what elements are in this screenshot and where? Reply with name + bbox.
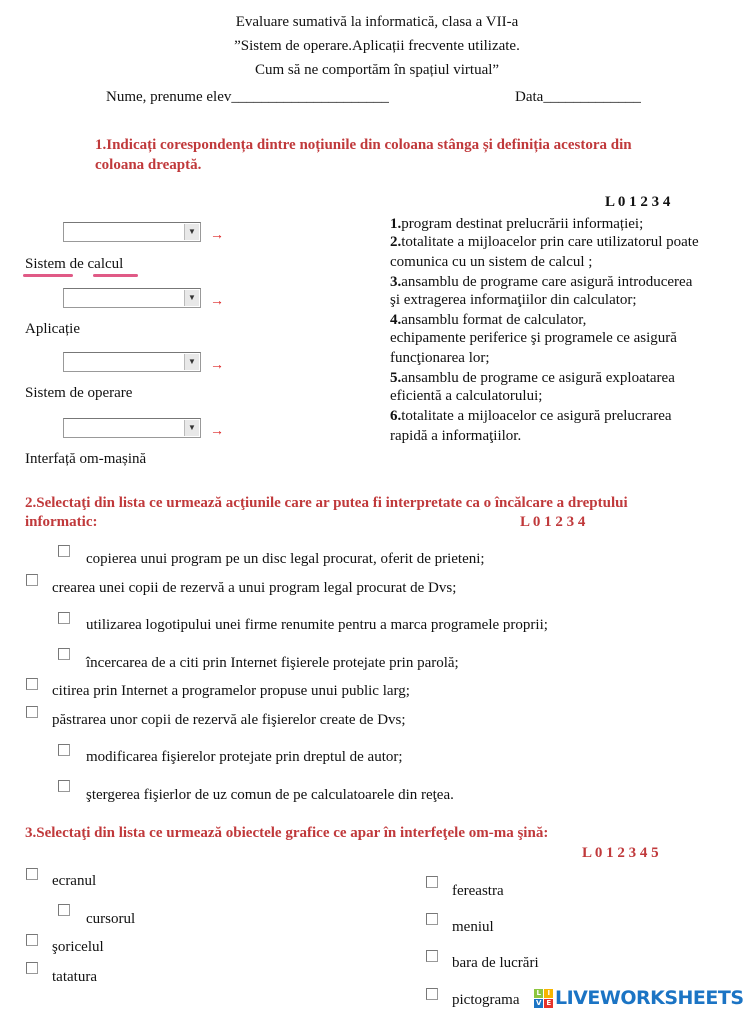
option-label: păstrarea unor copii de rezervă ale fişierelor create de Dvs; <box>52 712 406 728</box>
option-checkbox[interactable] <box>426 950 438 962</box>
definition-text: totalitate a mijloacelor ce asigură prelucrarea <box>401 408 672 424</box>
definition-line <box>390 215 643 234</box>
option-checkbox[interactable] <box>26 962 38 974</box>
answer-dropdown[interactable] <box>63 418 201 438</box>
question-1-title-cont: coloana dreaptă. <box>95 157 202 173</box>
student-name-field: Nume, prenume elev_____________________ <box>106 89 389 105</box>
date-field: Data_____________ <box>515 89 641 105</box>
chevron-down-icon[interactable]: ▼ <box>184 224 199 240</box>
definition-number: 4. <box>390 312 402 328</box>
answer-dropdown[interactable] <box>63 352 201 372</box>
option-label: şoricelul <box>52 939 104 955</box>
question-2-score: L 0 1 2 3 4 <box>520 514 586 530</box>
option-checkbox[interactable] <box>26 706 38 718</box>
option-checkbox[interactable] <box>26 678 38 690</box>
header-subtitle: ”Sistem de operare.Aplicații frecvente utilizate. <box>234 38 520 54</box>
option-checkbox[interactable] <box>58 648 70 660</box>
definition-text: ansamblu de programe care asigură introducerea <box>401 274 693 290</box>
answer-dropdown[interactable] <box>63 288 201 308</box>
question-3-title: 3.Selectaţi din lista ce urmează obiectele grafice ce apar în interfeţele om-ma şină: <box>25 825 549 841</box>
arrow-icon: → <box>210 358 224 373</box>
option-label: citirea prin Internet a programelor propuse unui public larg; <box>52 683 410 699</box>
definition-line <box>390 273 692 292</box>
question-2-title: 2.Selectaţi din lista ce urmează acţiunile care ar putea fi interpretate ca o încălcare a dreptului <box>25 495 628 511</box>
chevron-down-icon[interactable]: ▼ <box>184 420 199 436</box>
option-checkbox[interactable] <box>58 612 70 624</box>
arrow-icon: → <box>210 294 224 309</box>
definition-line <box>390 387 542 406</box>
term-label: Interfață om-mașină <box>25 451 147 467</box>
option-checkbox[interactable] <box>58 744 70 756</box>
option-label: modificarea fişierelor protejate prin dreptul de autor; <box>86 749 403 765</box>
question-3-score: L 0 1 2 3 4 5 <box>582 845 659 861</box>
liveworksheets-logo <box>534 987 744 1009</box>
definition-line <box>390 349 490 368</box>
definition-text: rapidă a informaţiilor. <box>390 428 522 444</box>
term-label: Aplicație <box>25 321 80 337</box>
option-label: copierea unui program pe un disc legal procurat, oferit de prieteni; <box>86 551 485 567</box>
definition-text: eficientă a calculatorului; <box>390 388 543 404</box>
definition-number: 1. <box>390 216 402 232</box>
definition-text: comunica cu un sistem de calcul ; <box>390 254 593 270</box>
option-label: fereastra <box>452 883 504 899</box>
option-label: meniul <box>452 919 494 935</box>
question-1-score: L 0 1 2 3 4 <box>605 194 671 210</box>
option-label: utilizarea logotipului unei firme renumite pentru a marca programele proprii; <box>86 617 548 633</box>
option-label: bara de lucrări <box>452 955 539 971</box>
definition-line <box>390 369 675 388</box>
option-checkbox[interactable] <box>26 868 38 880</box>
question-2-title-cont: informatic: <box>25 514 98 530</box>
definition-line <box>390 407 672 426</box>
header-subtitle-2: Cum să ne comportăm în spațiul virtual” <box>254 62 500 78</box>
option-label: pictograma <box>452 992 520 1008</box>
definition-line <box>390 233 699 252</box>
logo-squares-icon: L I V E <box>534 989 553 1008</box>
option-checkbox[interactable] <box>58 545 70 557</box>
definition-line <box>390 329 677 348</box>
term-label: Sistem de calcul <box>25 256 124 272</box>
spellcheck-underline <box>23 274 73 277</box>
definition-text: ansamblu de programe ce asigură exploatarea <box>401 370 675 386</box>
chevron-down-icon[interactable]: ▼ <box>184 290 199 306</box>
definition-text: program destinat prelucrării informației; <box>401 216 644 232</box>
definition-text: ansamblu format de calculator, <box>401 312 587 328</box>
option-label: ecranul <box>52 873 97 889</box>
definition-text: şi extragerea informaţiilor din calculator; <box>390 292 637 308</box>
term-label: Sistem de operare <box>25 385 133 401</box>
definition-text: funcţionarea lor; <box>390 350 490 366</box>
definition-text: echipamente periferice şi programele ce asigură <box>390 330 677 346</box>
option-checkbox[interactable] <box>26 574 38 586</box>
definition-number: 6. <box>390 408 402 424</box>
definition-line <box>390 427 521 446</box>
definition-number: 3. <box>390 274 402 290</box>
option-label: încercarea de a citi prin Internet fişierele protejate prin parolă; <box>86 655 459 671</box>
spellcheck-underline <box>93 274 138 277</box>
header-title: Evaluare sumativă la informatică, clasa a VII-a <box>235 14 519 30</box>
option-checkbox[interactable] <box>426 988 438 1000</box>
question-1-title: 1.Indicați corespondența dintre noțiunile din coloana stânga și definiția acestora din <box>95 137 632 153</box>
definition-number: 5. <box>390 370 402 386</box>
definition-number: 2. <box>390 234 402 250</box>
logo-text: LIVEWORKSHEETS <box>555 987 744 1009</box>
option-label: tatatura <box>52 969 97 985</box>
option-checkbox[interactable] <box>426 913 438 925</box>
answer-dropdown[interactable] <box>63 222 201 242</box>
definition-line <box>390 253 592 272</box>
arrow-icon: → <box>210 424 224 439</box>
definition-line <box>390 291 637 310</box>
option-label: ştergerea fişierlor de uz comun de pe calculatoarele din reţea. <box>86 787 454 803</box>
option-label: cursorul <box>86 911 136 927</box>
option-checkbox[interactable] <box>426 876 438 888</box>
option-checkbox[interactable] <box>58 904 70 916</box>
option-checkbox[interactable] <box>58 780 70 792</box>
definition-line <box>390 311 586 330</box>
chevron-down-icon[interactable]: ▼ <box>184 354 199 370</box>
arrow-icon: → <box>210 228 224 243</box>
option-checkbox[interactable] <box>26 934 38 946</box>
definition-text: totalitate a mijloacelor prin care utilizatorul poate <box>401 234 699 250</box>
option-label: crearea unei copii de rezervă a unui program legal procurat de Dvs; <box>52 580 457 596</box>
